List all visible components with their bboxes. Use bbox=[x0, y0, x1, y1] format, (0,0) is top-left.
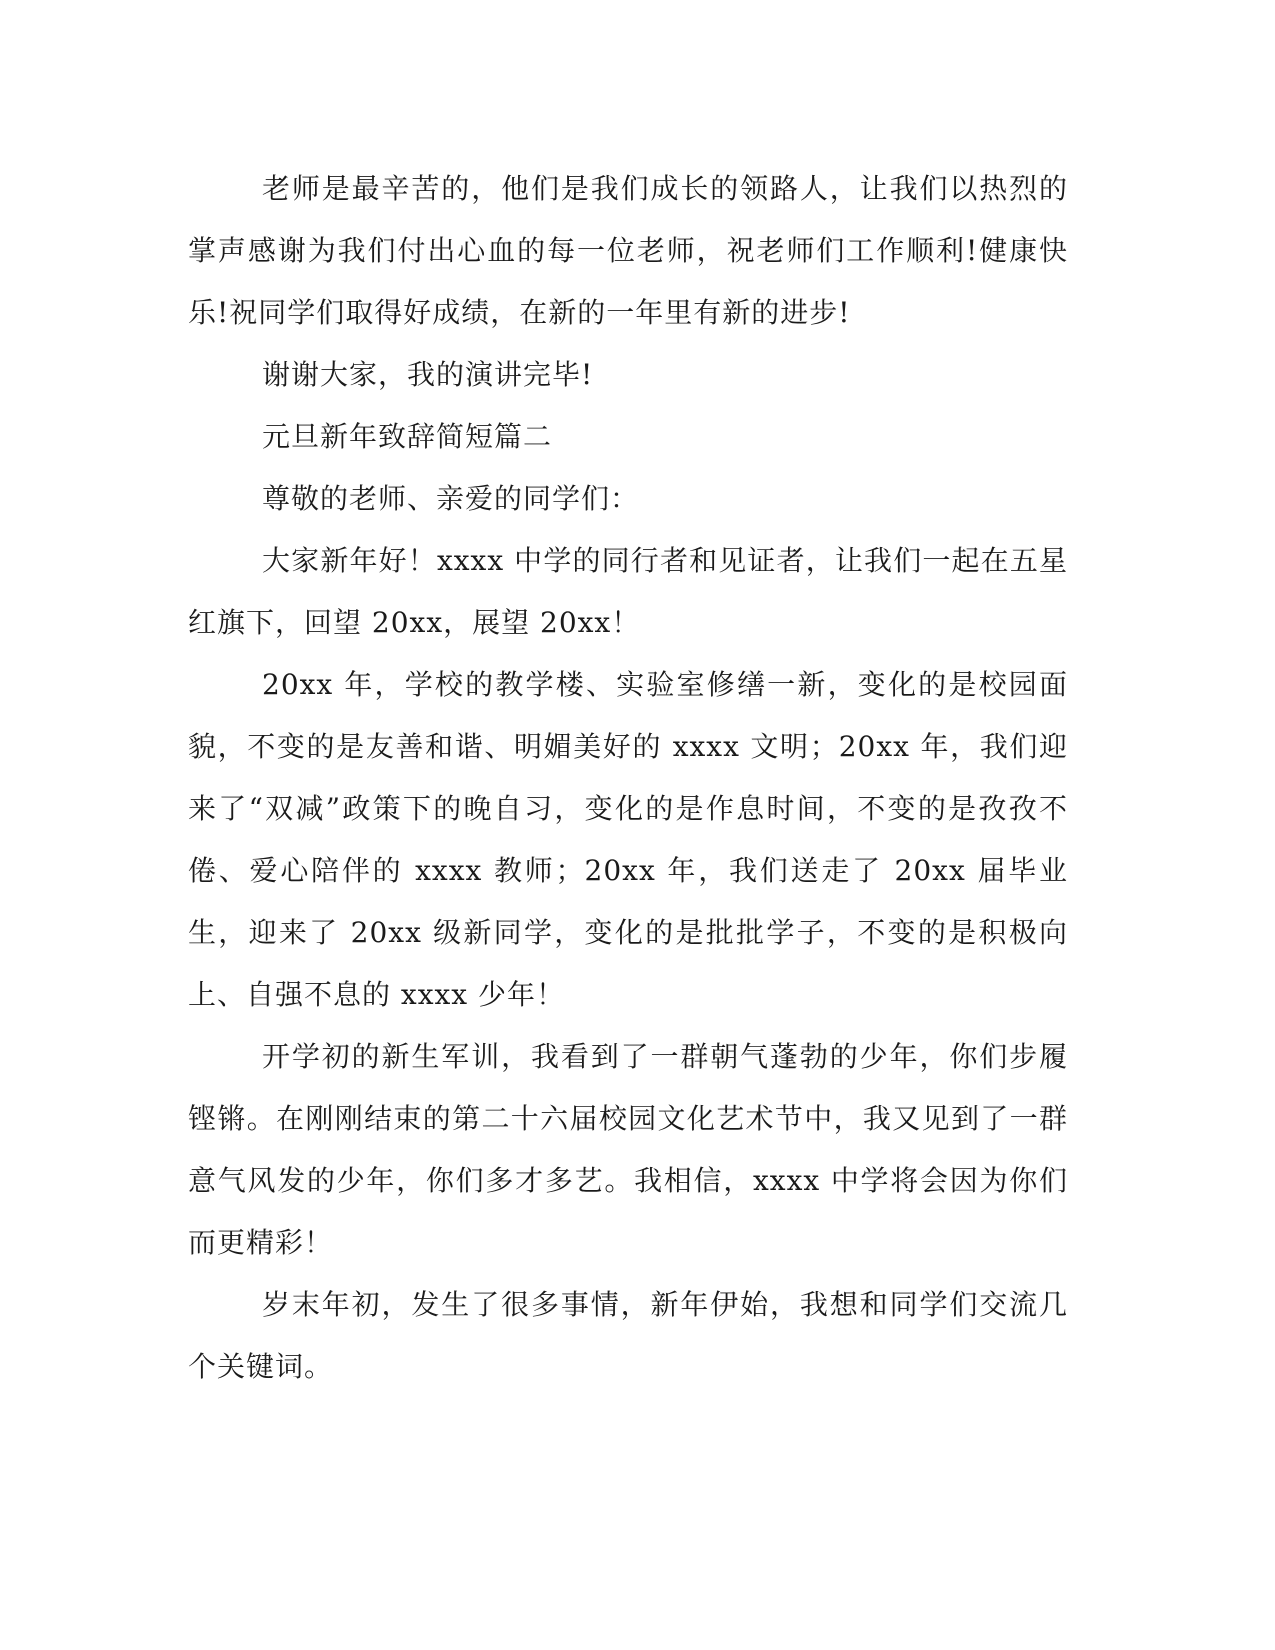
paragraph-teacher-thanks: 老师是最辛苦的，他们是我们成长的领路人，让我们以热烈的掌声感谢为我们付出心血的每一位老师，祝老师们工作顺利!健康快乐!祝同学们取得好成绩，在新的一年里有新的进步! bbox=[188, 172, 1068, 329]
section-heading: 元旦新年致辞简短篇二 bbox=[262, 420, 553, 453]
document-body bbox=[188, 158, 1068, 1398]
paragraph-year-review: 20xx 年，学校的教学楼、实验室修缮一新，变化的是校园面貌，不变的是友善和谐、明媚美好的 xxxx 文明；20xx 年，我们迎来了“双减”政策下的晚自习，变化的是作息时间，不变的是孜孜不倦、爱心陪伴的 xxxx 教师；20xx 年，我们送走了 20xx 届毕业生，迎来了 20xx 级新同学，变化的是批批学子，不变的是积极向上、自强不息的 xxxx 少年！ bbox=[188, 668, 1068, 1011]
paragraph-closing-thanks: 谢谢大家，我的演讲完毕! bbox=[262, 358, 594, 391]
paragraph-salutation: 尊敬的老师、亲爱的同学们： bbox=[262, 482, 640, 515]
paragraph-student-activities: 开学初的新生军训，我看到了一群朝气蓬勃的少年，你们步履铿锵。在刚刚结束的第二十六届校园文化艺术节中，我又见到了一群意气风发的少年，你们多才多艺。我相信，xxxx 中学将会因为你们而更精彩！ bbox=[188, 1040, 1068, 1259]
paragraph-new-year-greeting: 大家新年好！xxxx 中学的同行者和见证者，让我们一起在五星红旗下，回望 20xx，展望 20xx！ bbox=[188, 544, 1068, 639]
paragraph-keywords-intro: 岁末年初，发生了很多事情，新年伊始，我想和同学们交流几个关键词。 bbox=[188, 1288, 1068, 1383]
